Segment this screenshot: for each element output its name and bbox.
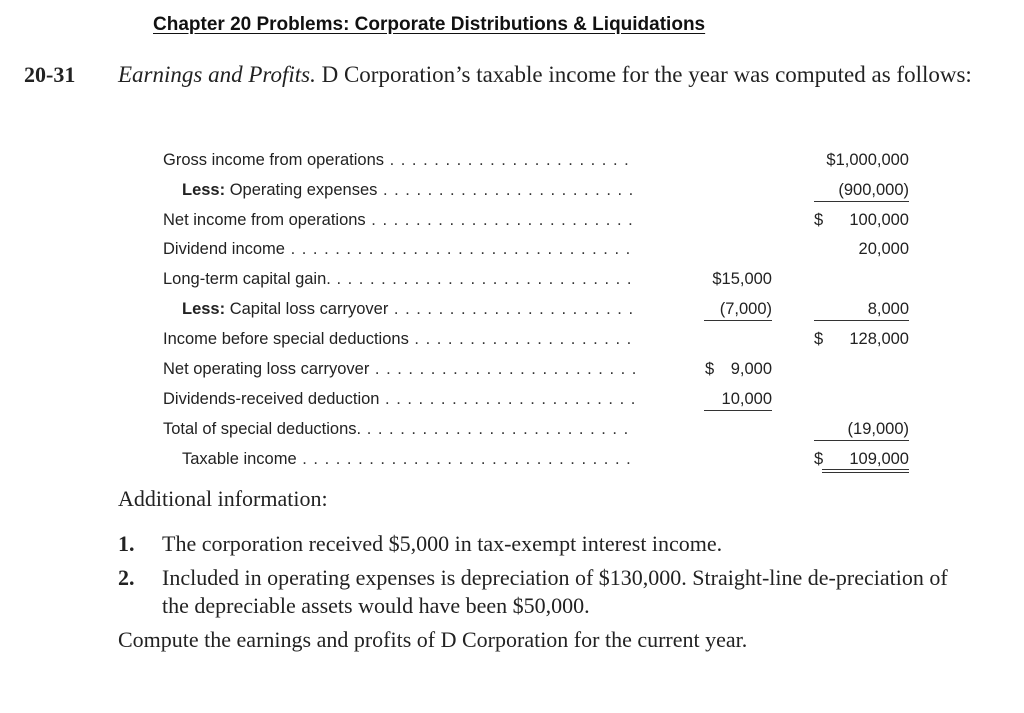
schedule-row-income-before-special — [0, 326, 1024, 352]
schedule-row-capital-loss-carryover — [0, 296, 1024, 322]
schedule-row-dividend-income — [0, 236, 1024, 262]
schedule-row-gross-income — [0, 147, 1024, 173]
chapter-title: Chapter 20 Problems: Corporate Distributions & Liquidations — [153, 14, 706, 35]
mid-amount: 10,000 — [700, 386, 772, 412]
right-amount: 8,000 — [806, 296, 909, 322]
row-label: Dividend income . . . — [163, 236, 635, 262]
schedule-row-total-special-deductions — [0, 416, 1024, 442]
row-label: Net operating loss carryover . . . — [163, 356, 635, 382]
mid-amount: (7,000) — [700, 296, 772, 322]
schedule-row-dividends-received-deduction — [0, 386, 1024, 412]
row-label: Less: Capital loss carryover . . . — [182, 296, 635, 322]
row-label: Dividends-received deduction . . . — [163, 386, 635, 412]
schedule-row-net-income — [0, 207, 1024, 233]
row-label: Net income from operations . . . — [163, 207, 635, 233]
row-label: Less: Operating expenses . . . — [182, 177, 635, 203]
additional-info-heading: Additional information: — [118, 486, 328, 511]
right-amount: (19,000) — [806, 416, 909, 442]
mid-amount: $ 9,000 — [705, 360, 772, 378]
right-amount: $ 128,000 — [814, 330, 909, 348]
row-label: Income before special deductions . . . — [163, 326, 635, 352]
item-marker: 1. — [118, 531, 135, 556]
right-amount: $ 109,000 — [814, 446, 909, 472]
item-marker: 2. — [118, 565, 135, 590]
question-text: Compute the earnings and profits of D Corporation for the current year. — [118, 627, 748, 652]
schedule-row-operating-expenses — [0, 177, 1024, 203]
right-amount: (900,000) — [806, 177, 909, 203]
item-text: Included in operating expenses is depreciation of $130,000. Straight-line de-preciation of the depreciable assets would have been $50,000. — [162, 565, 948, 618]
problem-intro-text: D Corporation’s taxable income for the year was computed as follows: — [321, 62, 972, 87]
right-amount: 20,000 — [858, 240, 909, 258]
less-prefix: Less: — [182, 181, 226, 199]
row-label: Gross income from operations . . . — [163, 147, 635, 173]
mid-amount: $15,000 — [712, 270, 772, 288]
schedule-row-nol-carryover — [0, 356, 1024, 382]
schedule-row-long-term-capital-gain — [0, 266, 1024, 292]
problem-number: 20-31 — [24, 62, 76, 87]
right-amount: $1,000,000 — [826, 151, 909, 169]
right-amount: $ 100,000 — [814, 211, 909, 229]
row-label: Total of special deductions. . . . — [163, 416, 635, 442]
less-prefix: Less: — [182, 300, 226, 318]
schedule-row-taxable-income — [0, 446, 1024, 472]
row-label: Long-term capital gain. . . . — [163, 266, 635, 292]
problem-topic: Earnings and Profits. — [118, 62, 316, 87]
item-text: The corporation received $5,000 in tax-exempt interest income. — [162, 531, 723, 556]
row-label: Taxable income . . . — [182, 446, 635, 472]
